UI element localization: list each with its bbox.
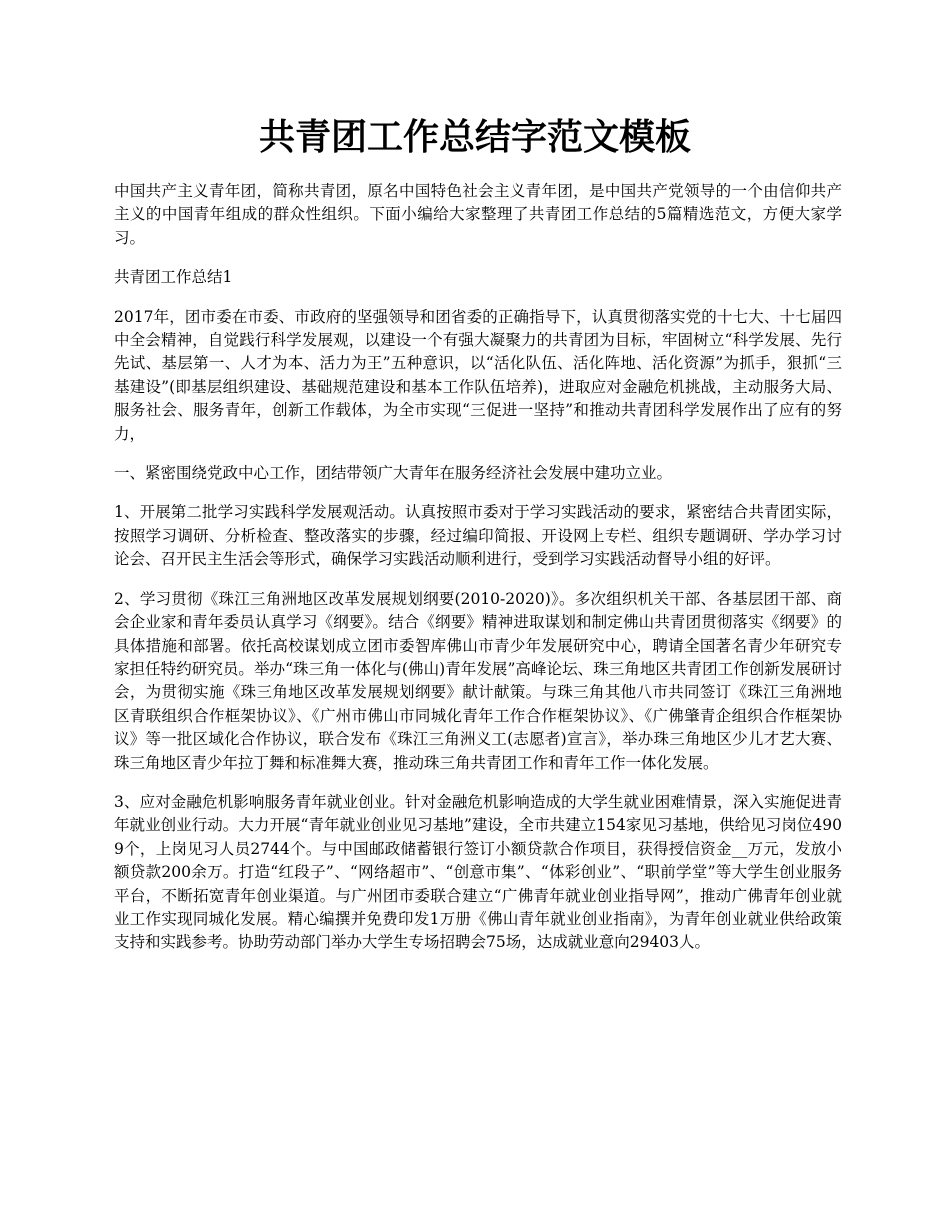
- document-title: 共青团工作总结字范文模板: [258, 116, 691, 158]
- body-paragraph: 2017年，团市委在市委、市政府的坚强领导和团省委的正确指导下，认真贯彻落实党的十七大、十七届四中全会精神，自觉践行科学发展观，以建设一个有强大凝聚力的共青团为目标，牢固树立“科学发展、先行先试、基层第一、人才为本、活力为王”五种意识，以“活化队伍、活化阵地、活化资源”为抓手，狠抓“三基建设”(即基层组织建设、基础规范建设和基本工作队伍培养)，进取应对金融危机挑战，主动服务大局、服务社会、服务青年，创新工作载体，为全市实现“三促进一坚持”和推动共青团科学发展作出了应有的努力，: [114, 307, 842, 443]
- section-heading: 共青团工作总结1: [114, 268, 233, 287]
- body-paragraph: 3、应对金融危机影响服务青年就业创业。针对金融危机影响造成的大学生就业困难情景，深入实施促进青年就业创业行动。大力开展“青年就业创业见习基地”建设，全市共建立154家见习基地，供给见习岗位4909个，上岗见习人员2744个。与中国邮政储蓄银行签订小额贷款合作项目，获得授信资金__万元，发放小额贷款200余万。打造“红段子”、“网络超市”、“创意市集”、“体彩创业”、“职前学堂”等大学生创业服务平台，不断拓宽青年创业渠道。与广州团市委联合建立“广佛青年就业创业指导网”，推动广佛青年创业就业工作实现同城化发展。精心编撰并免费印发1万册《佛山青年就业创业指南》，为青年创业就业供给政策支持和实践参考。协助劳动部门举办大学生专场招聘会75场，达成就业意向29403人。: [114, 792, 842, 952]
- body-paragraph: 1、开展第二批学习实践科学发展观活动。认真按照市委对于学习实践活动的要求，紧密结合共青团实际，按照学习调研、分析检查、整改落实的步骤，经过编印简报、开设网上专栏、组织专题调研、学办学习讨论会、召开民主生活会等形式，确保学习实践活动顺利进行，受到学习实践活动督导小组的好评。: [114, 503, 842, 569]
- subsection-heading: 一、紧密围绕党政中心工作，团结带领广大青年在服务经济社会发展中建功立业。: [114, 464, 673, 483]
- document-body: [114, 180, 842, 971]
- intro-paragraph: 中国共产主义青年团，简称共青团，原名中国特色社会主义青年团，是中国共产党领导的一个由信仰共产主义的中国青年组成的群众性组织。下面小编给大家整理了共青团工作总结的5篇精选范文，方便大家学习。: [114, 182, 842, 247]
- body-paragraph: 2、学习贯彻《珠江三角洲地区改革发展规划纲要(2010-2020)》。多次组织机关干部、各基层团干部、商会企业家和青年委员认真学习《纲要》。结合《纲要》精神进取谋划和制定佛山共青团贯彻落实《纲要》的具体措施和部署。依托高校谋划成立团市委智库佛山市青少年发展研究中心，聘请全国著名青少年研究专家担任特约研究员。举办“珠三角一体化与(佛山)青年发展”高峰论坛、珠三角地区共青团工作创新发展研讨会，为贯彻实施《珠三角地区改革发展规划纲要》献计献策。与珠三角其他八市共同签订《珠江三角洲地区青联组织合作框架协议》、《广州市佛山市同城化青年工作合作框架协议》、《广佛肇青企组织合作框架协议》等一批区域化合作协议，联合发布《珠江三角洲义工(志愿者)宣言》，举办珠三角地区少儿才艺大赛、珠三角地区青少年拉丁舞和标准舞大赛，推动珠三角共青团工作和青年工作一体化发展。: [114, 589, 842, 772]
